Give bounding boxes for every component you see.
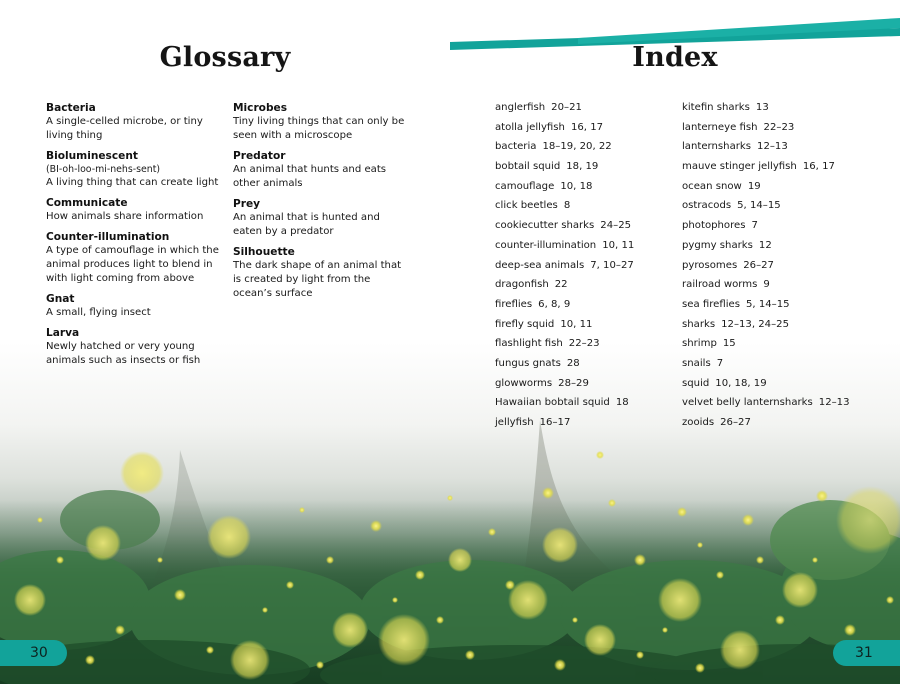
index-term: lanterneye fish bbox=[682, 121, 758, 133]
index-pages: 15 bbox=[722, 338, 736, 350]
index-term: dragonfish bbox=[495, 279, 549, 291]
glossary-definition: A small, flying insect bbox=[46, 307, 151, 318]
index-entry bbox=[495, 258, 670, 278]
index-term: ocean snow bbox=[682, 180, 742, 192]
glossary-definition: An animal that hunts and eats other animals bbox=[233, 164, 387, 189]
glossary-definition: A living thing that can create light bbox=[46, 177, 219, 188]
index-pages: 28–29 bbox=[558, 377, 589, 389]
index-pages: 6, 8, 9 bbox=[538, 298, 571, 310]
index-term: atolla jellyfish bbox=[495, 121, 565, 133]
index-entry bbox=[495, 100, 670, 120]
index-term: kitefin sharks bbox=[682, 102, 750, 113]
index-pages: 22–23 bbox=[568, 338, 600, 350]
index-pages: 24–25 bbox=[600, 220, 632, 232]
index-term: shrimp bbox=[682, 338, 717, 350]
index-pages: 22 bbox=[554, 279, 568, 291]
index-term: pyrosomes bbox=[682, 259, 738, 271]
index-term: mauve stinger jellyfish bbox=[682, 161, 797, 173]
index-pages: 7 bbox=[716, 357, 724, 369]
index-entry bbox=[682, 297, 892, 317]
glossary-term: Counter-illumination bbox=[46, 231, 170, 243]
index-entry bbox=[495, 139, 670, 159]
index-pages: 10, 11 bbox=[560, 318, 593, 330]
index-term: fireflies bbox=[495, 298, 533, 310]
index-pages: 8 bbox=[563, 200, 571, 212]
index-entry bbox=[495, 277, 670, 297]
index-entry bbox=[682, 218, 892, 238]
index-term: railroad worms bbox=[682, 279, 758, 291]
index-term: anglerfish bbox=[495, 102, 546, 113]
glossary-column-1 bbox=[46, 101, 224, 374]
index-pages: 19 bbox=[747, 180, 761, 192]
index-title: Index bbox=[632, 42, 718, 73]
glossary-entry-gnat bbox=[46, 292, 224, 320]
index-term: lanternsharks bbox=[682, 141, 752, 153]
glossary-entry-counter-illumination bbox=[46, 230, 224, 286]
glossary-entry-bioluminescent bbox=[46, 149, 224, 190]
index-pages: 18, 19 bbox=[566, 161, 599, 173]
index-term: glowworms bbox=[495, 377, 553, 389]
index-term: Hawaiian bobtail squid bbox=[495, 397, 610, 409]
glossary-entry-microbes bbox=[233, 101, 411, 143]
glossary-entry-silhouette bbox=[233, 245, 411, 301]
glossary-term: Silhouette bbox=[233, 246, 295, 258]
index-entry bbox=[682, 415, 892, 435]
index-pages: 16–17 bbox=[539, 417, 571, 428]
index-term: snails bbox=[682, 357, 711, 369]
index-entry bbox=[495, 159, 670, 179]
glossary-definition: An animal that is hunted and eaten by a predator bbox=[233, 212, 380, 237]
glossary-term: Predator bbox=[233, 150, 286, 162]
index-term: pygmy sharks bbox=[682, 239, 753, 251]
index-entry bbox=[682, 336, 892, 356]
index-term: squid bbox=[682, 377, 710, 389]
index-term: bacteria bbox=[495, 141, 537, 153]
index-entry bbox=[682, 159, 892, 179]
index-pages: 12–13 bbox=[757, 141, 788, 153]
index-pages: 5, 14–15 bbox=[746, 298, 790, 310]
glossary-entry-larva bbox=[46, 326, 224, 368]
index-entry bbox=[682, 356, 892, 376]
index-pages: 18–19, 20, 22 bbox=[542, 141, 612, 153]
index-term: camouflage bbox=[495, 180, 555, 192]
index-term: photophores bbox=[682, 220, 746, 232]
index-pages: 20–21 bbox=[551, 102, 582, 113]
index-pages: 10, 18 bbox=[560, 180, 593, 192]
index-pages: 10, 11 bbox=[602, 239, 635, 251]
glossary-entry-predator bbox=[233, 149, 411, 191]
index-term: sharks bbox=[682, 318, 716, 330]
index-entry bbox=[682, 395, 892, 415]
index-entry bbox=[495, 198, 670, 218]
index-entry bbox=[682, 277, 892, 297]
glossary-title: Glossary bbox=[159, 42, 291, 73]
index-pages: 13 bbox=[755, 102, 769, 113]
glossary-column-2 bbox=[233, 101, 411, 307]
index-entry bbox=[495, 238, 670, 258]
index-term: click beetles bbox=[495, 200, 558, 212]
index-term: firefly squid bbox=[495, 318, 555, 330]
index-pages: 9 bbox=[763, 279, 770, 291]
index-column-1 bbox=[495, 100, 670, 435]
index-term: deep-sea animals bbox=[495, 259, 585, 271]
index-entry bbox=[495, 218, 670, 238]
index-entry bbox=[682, 100, 892, 120]
index-entry bbox=[495, 120, 670, 140]
index-pages: 12 bbox=[758, 239, 772, 251]
index-pages: 28 bbox=[566, 357, 580, 369]
index-pages: 7, 10–27 bbox=[590, 259, 634, 271]
index-entry bbox=[682, 238, 892, 258]
glossary-term: Communicate bbox=[46, 197, 128, 209]
glossary-definition: Tiny living things that can only be seen with a microscope bbox=[233, 116, 405, 141]
index-term: bobtail squid bbox=[495, 161, 561, 173]
index-entry bbox=[682, 198, 892, 218]
index-pages: 12–13, 24–25 bbox=[721, 318, 789, 330]
index-pages: 10, 18, 19 bbox=[715, 377, 767, 389]
index-term: cookiecutter sharks bbox=[495, 220, 595, 232]
index-term: fungus gnats bbox=[495, 357, 561, 369]
index-entry bbox=[682, 258, 892, 278]
index-pages: 16, 17 bbox=[570, 121, 604, 133]
index-entry bbox=[495, 356, 670, 376]
index-entry bbox=[682, 179, 892, 199]
index-entry bbox=[495, 395, 670, 415]
index-entry bbox=[495, 415, 670, 435]
index-entry bbox=[495, 179, 670, 199]
index-entry bbox=[682, 120, 892, 140]
index-entry bbox=[495, 336, 670, 356]
glossary-pronunciation: (BI-oh-loo-mi-nehs-sent) bbox=[46, 164, 161, 175]
index-pages: 22–23 bbox=[763, 121, 795, 133]
page-number-right: 31 bbox=[833, 640, 900, 666]
glossary-term: Gnat bbox=[46, 293, 75, 305]
page-number-left: 30 bbox=[0, 640, 67, 666]
glossary-term: Bioluminescent bbox=[46, 150, 138, 162]
glossary-definition: A type of camouflage in which the animal produces light to blend in with light coming from above bbox=[46, 245, 219, 284]
glossary-term: Larva bbox=[46, 327, 80, 339]
glossary-term: Microbes bbox=[233, 102, 288, 114]
index-entry bbox=[682, 376, 892, 396]
index-pages: 16, 17 bbox=[802, 161, 835, 173]
index-entry bbox=[682, 317, 892, 337]
index-term: ostracods bbox=[682, 200, 732, 212]
glossary-definition: How animals share information bbox=[46, 211, 204, 222]
glossary-definition: The dark shape of an animal that is created by light from the ocean’s surface bbox=[233, 260, 402, 299]
index-term: velvet belly lanternsharks bbox=[682, 397, 813, 409]
index-entry bbox=[495, 317, 670, 337]
glossary-entry-bacteria bbox=[46, 101, 224, 143]
glossary-entry-communicate bbox=[46, 196, 224, 224]
index-entry bbox=[495, 376, 670, 396]
index-column-2 bbox=[682, 100, 892, 435]
glossary-term: Bacteria bbox=[46, 102, 96, 114]
index-pages: 26–27 bbox=[743, 259, 774, 271]
glossary-term: Prey bbox=[233, 198, 261, 210]
index-pages: 7 bbox=[751, 220, 758, 232]
glossary-definition: Newly hatched or very young animals such as insects or fish bbox=[46, 341, 201, 366]
index-term: jellyfish bbox=[495, 417, 534, 428]
index-term: sea fireflies bbox=[682, 298, 740, 310]
index-term: counter-illumination bbox=[495, 239, 597, 251]
index-pages: 18 bbox=[615, 397, 629, 409]
index-entry bbox=[495, 297, 670, 317]
index-term: flashlight fish bbox=[495, 338, 563, 350]
index-entry bbox=[682, 139, 892, 159]
index-pages: 5, 14–15 bbox=[737, 200, 781, 212]
index-pages: 26–27 bbox=[720, 417, 751, 428]
glossary-definition: A single-celled microbe, or tiny living thing bbox=[46, 116, 203, 141]
index-pages: 12–13 bbox=[818, 397, 850, 409]
glossary-entry-prey bbox=[233, 197, 411, 239]
index-term: zooids bbox=[682, 417, 715, 428]
